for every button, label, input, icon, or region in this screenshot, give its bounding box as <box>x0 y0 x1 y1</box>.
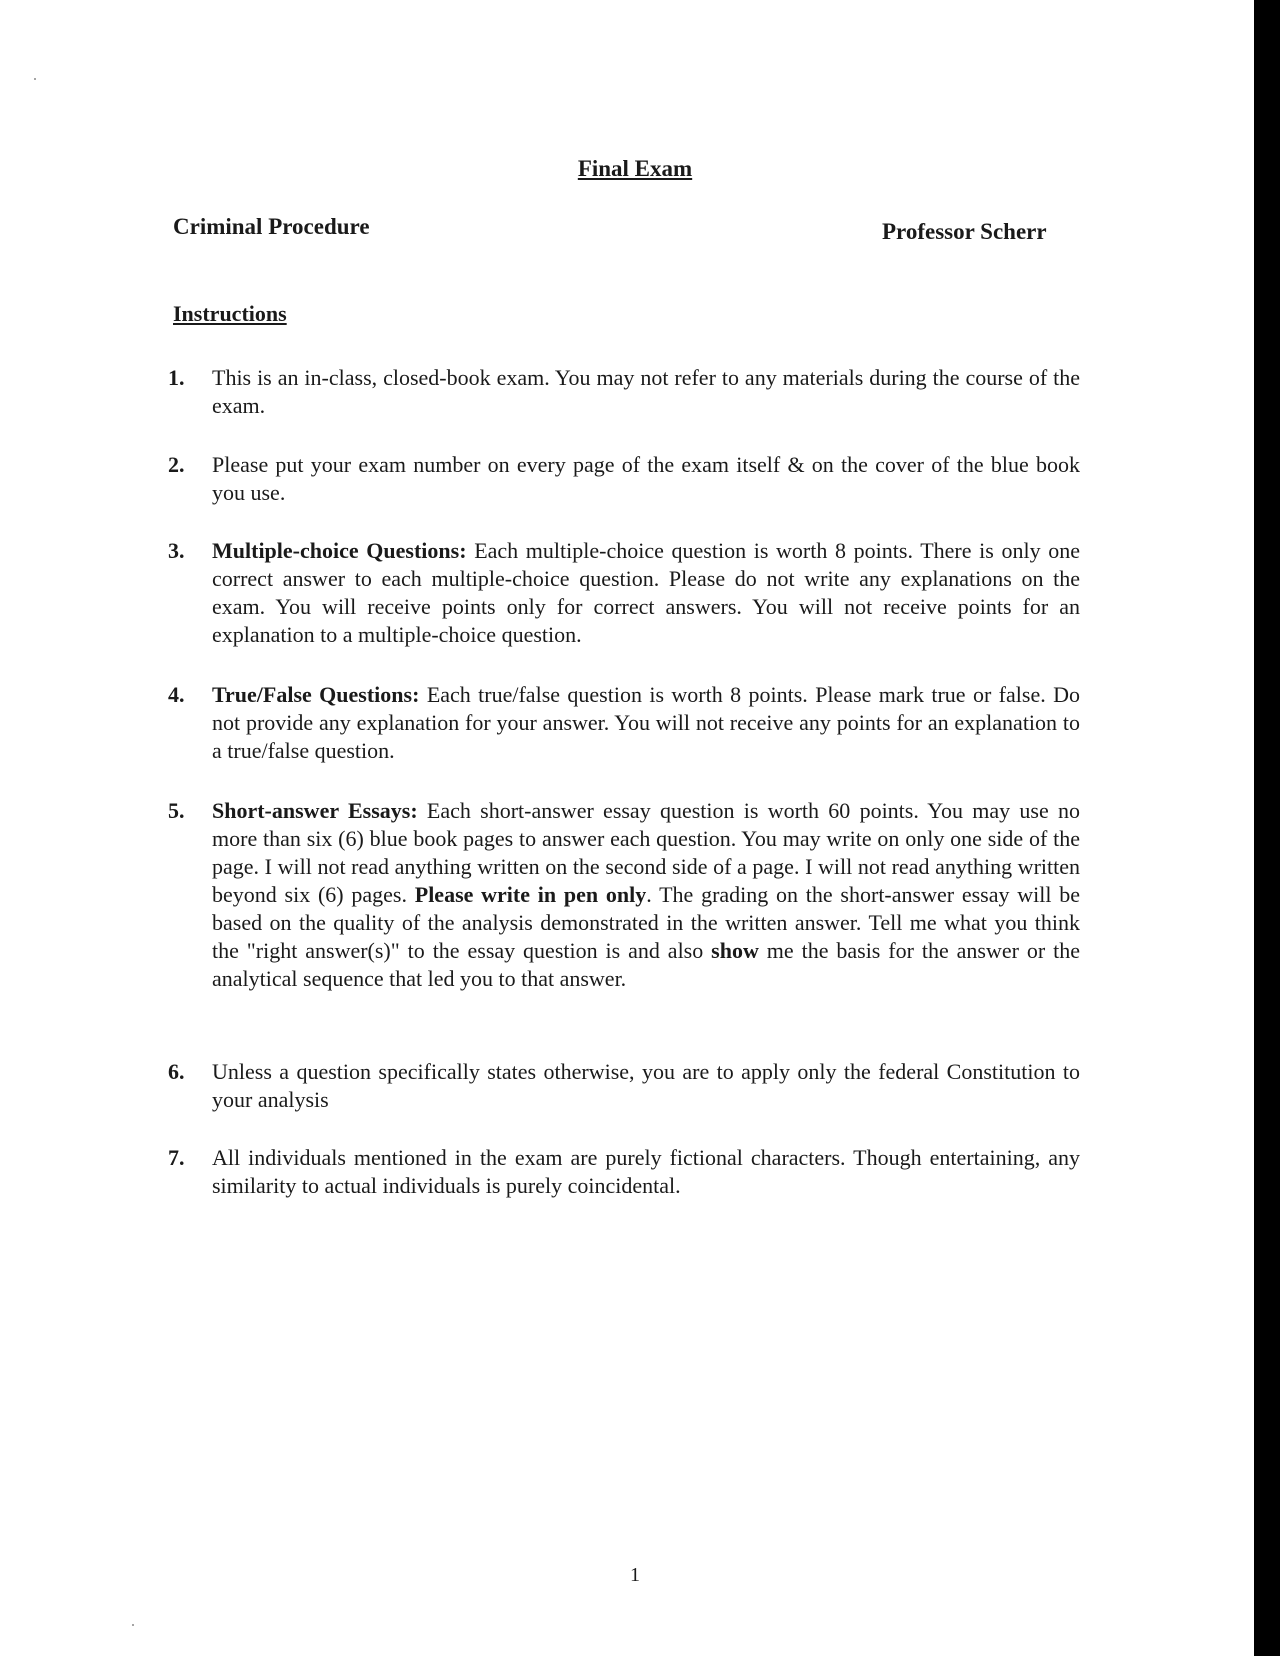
item-text: Short-answer Essays: Each short-answer essay question is worth 60 points. You may use no more than six (6) blue book pages to answer each question. You may write on only one side of the page. I will not read anything written on the second side of a page. I will not read anything written beyond six (6) pages. Please write in pen only. The grading on the short-answer essay will be based on the quality of the analysis demonstrated in the written answer. Tell me what you think the "right answer(s)" to the essay question is and also show me the basis for the answer or the analytical sequence that led you to that answer. <box>212 798 1081 991</box>
instruction-item-7 <box>168 1144 1080 1200</box>
instruction-item-6 <box>168 1058 1080 1114</box>
item-emphasis: Please write in pen only <box>414 882 647 907</box>
item-number: 6. <box>168 1059 185 1084</box>
instructions-heading: Instructions <box>173 301 287 326</box>
item-lead: Short-answer Essays: <box>212 798 418 823</box>
scan-speck <box>132 1624 134 1626</box>
item-number: 7. <box>168 1145 185 1170</box>
item-lead: Multiple-choice Questions: <box>212 538 467 563</box>
instruction-item-3 <box>168 537 1080 649</box>
item-number: 1. <box>168 365 185 390</box>
item-number: 3. <box>168 538 185 563</box>
page-title: Final Exam <box>577 156 693 181</box>
course-name: Criminal Procedure <box>173 214 370 239</box>
professor-name: Professor Scherr <box>882 219 1047 244</box>
item-lead: True/False Questions: <box>212 682 420 707</box>
item-text: All individuals mentioned in the exam are purely fictional characters. Though entertaining, any similarity to actual individuals is purely coincidental. <box>212 1145 1080 1198</box>
page-number: 1 <box>630 1564 640 1586</box>
scan-speck <box>34 78 36 80</box>
instruction-item-5 <box>168 797 1080 993</box>
item-text: Multiple-choice Questions: Each multiple-choice question is worth 8 points. There is only one correct answer to each multiple-choice question. Please do not write any explanations on the exam. You will receive points only for correct answers. You will not receive points for an explanation to a multiple-choice question. <box>212 538 1081 647</box>
item-number: 5. <box>168 798 185 823</box>
item-text: Please put your exam number on every page of the exam itself & on the cover of the blue book you use. <box>212 452 1080 505</box>
instruction-item-1 <box>168 364 1080 420</box>
item-number: 4. <box>168 682 185 707</box>
item-text: True/False Questions: Each true/false question is worth 8 points. Please mark true or false. Do not provide any explanation for your answer. You will not receive any points for an explanation to a true/false question. <box>212 682 1080 763</box>
instruction-item-4 <box>168 681 1080 765</box>
item-text: This is an in-class, closed-book exam. You may not refer to any materials during the course of the exam. <box>212 365 1080 418</box>
item-emphasis: show <box>711 938 759 963</box>
item-number: 2. <box>168 452 185 477</box>
instruction-item-2 <box>168 451 1080 507</box>
scan-edge <box>1254 0 1280 1656</box>
item-text: Unless a question specifically states otherwise, you are to apply only the federal Constitution to your analysis <box>212 1059 1080 1112</box>
